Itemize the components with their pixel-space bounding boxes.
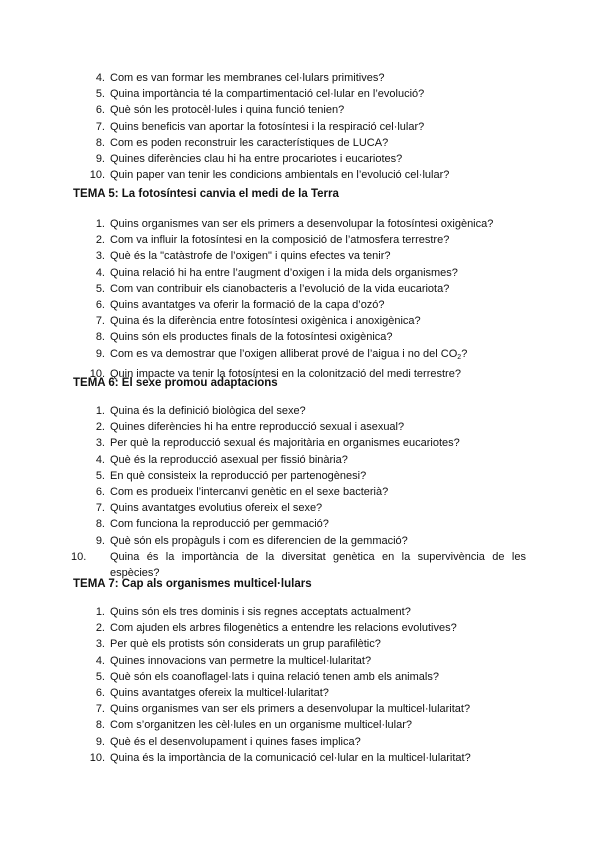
- list-item: 7. Quins avantatges evolutius ofereix el sexe?: [95, 502, 323, 515]
- tema6-question-list: [0, 403, 526, 581]
- list-item: 1. Quins són els tres dominis i sis regnes acceptats actualment?: [95, 606, 411, 618]
- list-item: 2. Com ajuden els arbres filogenètics a entendre les relacions evolutives?: [95, 622, 457, 635]
- tema5-heading: TEMA 5: La fotosíntesi canvia el medi de la Terra: [73, 188, 339, 200]
- list-item: 3. Per què els protists són considerats un grup parafilètic?: [95, 638, 381, 651]
- list-item: 6. Quins avantatges ofereix la multicel·lularitat?: [95, 687, 329, 700]
- list-item: 4. Quina relació hi ha entre l’augment d’oxigen i la mida dels organismes?: [95, 266, 458, 279]
- list-item: 5. Com van contribuir els cianobacteris a l’evolució de la vida eucariota?: [95, 282, 450, 295]
- list-item: 9. Com es va demostrar que l’oxigen alliberat prové de l’aigua i no del $CO_2$?: [95, 347, 468, 361]
- tema6-heading: TEMA 6: El sexe promou adaptacions: [73, 377, 278, 389]
- list-item: 10. Quin paper van tenir les condicions ambientals en l’evolució cel·lular?: [89, 169, 450, 182]
- list-item: 7. Quins beneficis van aportar la fotosíntesi i la respiració cel·lular?: [95, 120, 425, 133]
- list-item: 1. Quina és la definició biològica del sexe?: [95, 405, 306, 417]
- list-item: 10. Quina és la importància de la diversitat genètica en la supervivència de les espècies?: [71, 550, 526, 580]
- list-item: 5. En què consisteix la reproducció per partenogènesi?: [95, 469, 367, 482]
- list-item: 6. Com es produeix l’intercanvi genètic en el sexe bacterià?: [95, 486, 389, 499]
- list-item: 7. Quina és la diferència entre fotosíntesi oxigènica i anoxigènica?: [95, 315, 421, 328]
- list-item: 8. Com funciona la reproducció per gemmació?: [95, 518, 329, 531]
- tema7-heading: TEMA 7: Cap als organismes multicel·lulars: [73, 578, 312, 590]
- list-item: 5. Quina importància té la compartimentació cel·lular en l’evolució?: [95, 88, 425, 101]
- co2-subscript: 2: [457, 353, 462, 361]
- list-item: 2. Com va influir la fotosíntesi en la composició de l’atmosfera terrestre?: [95, 234, 450, 247]
- tema5-question-list: [0, 216, 526, 382]
- list-item: 8. Com es poden reconstruir les característiques de LUCA?: [95, 136, 389, 149]
- list-item: 10. Quin impacte va tenir la fotosíntesi en la colonització del medi terrestre?: [89, 367, 461, 380]
- list-item: 9. Què és el desenvolupament i quines fases implica?: [95, 735, 361, 748]
- list-item: 2. Quines diferències hi ha entre reproducció sexual i asexual?: [95, 421, 405, 434]
- list-item: 8. Com s’organitzen les cèl·lules en un organisme multicel·lular?: [95, 719, 413, 732]
- list-item: 4. Què és la reproducció asexual per fissió binària?: [95, 453, 348, 466]
- list-item: 4. Quines innovacions van permetre la multicel·lularitat?: [95, 654, 372, 667]
- list-item: 6. Què són les protocèl·lules i quina funció tenien?: [95, 104, 345, 117]
- list-item: 9. Quines diferències clau hi ha entre procariotes i eucariotes?: [95, 153, 403, 166]
- list-item: 8. Quins són els productes finals de la fotosíntesi oxigènica?: [95, 331, 393, 344]
- list-item: 1. Quins organismes van ser els primers a desenvolupar la fotosíntesi oxigènica?: [95, 218, 494, 230]
- list-item: 4. Com es van formar les membranes cel·lulars primitives?: [95, 72, 385, 84]
- list-item: 10. Quina és la importància de la comunicació cel·lular en la multicel·lularitat?: [89, 751, 471, 764]
- tema7-question-list: [0, 604, 526, 766]
- list-item: 3. Per què la reproducció sexual és majoritària en organismes eucariotes?: [95, 437, 460, 450]
- list-item: 3. Què és la "catàstrofe de l’oxigen" i quins efectes va tenir?: [95, 250, 391, 263]
- list-item: 6. Quins avantatges va oferir la formació de la capa d’ozó?: [95, 299, 385, 312]
- list-item: 7. Quins organismes van ser els primers a desenvolupar la multicel·lularitat?: [95, 703, 471, 716]
- previous-theme-question-list: [0, 70, 526, 183]
- list-item: 5. Què són els coanoflagel·lats i quina relació tenen amb els animals?: [95, 670, 439, 683]
- list-item: 9. Què són els propàguls i com es diferencien de la gemmació?: [95, 534, 408, 547]
